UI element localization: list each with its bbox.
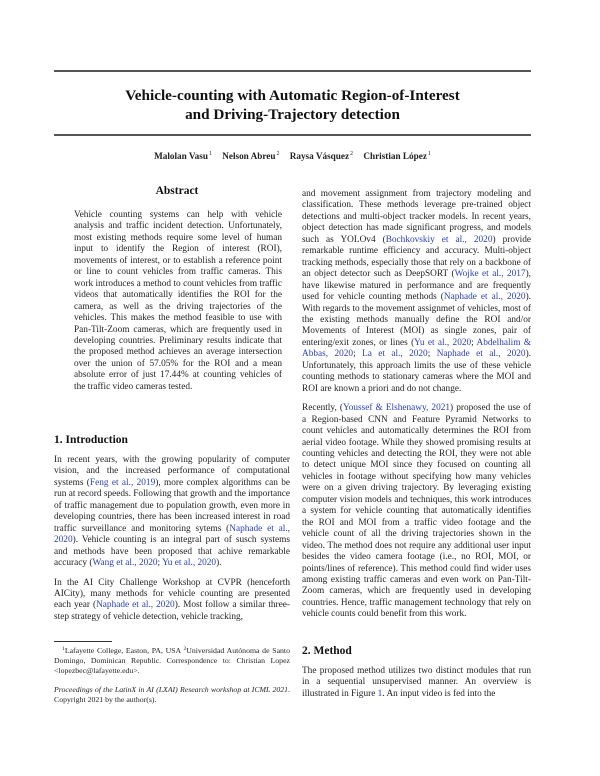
text: . An input video is fed into the bbox=[382, 688, 496, 699]
paragraph bbox=[302, 403, 531, 621]
citation-link[interactable]: Abdelhalim & Abbas, 2020 bbox=[302, 337, 531, 360]
right-column-body bbox=[302, 189, 531, 629]
author-name: Nelson Abreu bbox=[222, 151, 276, 161]
abstract-heading: Abstract bbox=[155, 185, 199, 197]
text: ). Most follow a similar three-step strategy of vehicle detection, vehicle tracking, bbox=[54, 600, 290, 622]
abstract-text: Vehicle counting systems can help with vehicle analysis and traffic incident detection. Unfortunately, most existing methods require some level of human input to identify the Region of interest (ROI), movements of interest, or to establish a reference point or line to count vehicles from traffic cameras. This work introduces a method to count vehicles from traffic videos that automatically identifies the ROI for the camera, as well as the driving trajectories of the vehicles. This makes the method feasible to use with Pan-Tilt-Zoom cameras, which are frequently used in developing countries. Preliminary results indicate that the proposed method achieves an average intersection over the union of 57.05% for the ROI and a mean absolute error of just 17.44% at counting vehicles of the traffic video cameras tested. bbox=[74, 210, 282, 392]
paragraph bbox=[54, 455, 290, 570]
citation-link[interactable]: Bochkovskiy et al., 2020 bbox=[385, 234, 493, 245]
text: Recently, ( bbox=[302, 403, 343, 414]
text: In recent years, with the growing popularity of computer vision, and the increased performance of computational systems ( bbox=[54, 455, 290, 488]
author-name: Raysa Vásquez bbox=[289, 151, 350, 161]
text: ) provide remarkable runtime efficiency and accuracy. Multi-object tracking methods, especially those that rely on a backbone of an object detector such as DeepSORT ( bbox=[302, 234, 531, 280]
text: ). Unfortunately, this approach limits the use of these vehicle counting methods to stationary cameras where the MOI and ROI are known a priori and do not change. bbox=[302, 349, 531, 394]
title-bottom-rule bbox=[54, 134, 531, 136]
text: ). With regards to the movement assignmet of vehicles, most of the existing methods manually define the ROI and/or Movements of Interest (MOI) as single zones, pair of entering/exit zones, or lines ( bbox=[302, 292, 531, 348]
citation-link[interactable]: Yu et al., 2020 bbox=[414, 337, 472, 348]
citation-link[interactable]: Naphade et al., 2020 bbox=[96, 600, 175, 611]
figure-link[interactable]: 1 bbox=[377, 688, 383, 699]
paragraph bbox=[302, 189, 531, 395]
affiliation-mark: 2 bbox=[276, 151, 280, 157]
author bbox=[154, 151, 212, 161]
text: ; bbox=[157, 558, 163, 569]
citation-link[interactable]: Naphade et al., 2020 bbox=[54, 523, 290, 546]
author bbox=[222, 151, 279, 161]
text: ). Vehicle counting is an integral part of susch systems and methods have been proposed that achive remarkable accuracy ( bbox=[54, 535, 290, 569]
text: In the AI City Challenge Workshop at CVPR (henceforth AICity), many methods for vehicle counting are presented each year ( bbox=[54, 577, 290, 611]
title-line-1: Vehicle-counting with Automatic Region-of-Interest bbox=[125, 87, 460, 104]
text: ), more complex algorithms can be run at record speeds. Following that growth and the importance of traffic management due to population growth, even more in developing countries, there has been increased interest in road traffic surveillance and monitoring sytems ( bbox=[54, 477, 290, 534]
affiliation-footnote bbox=[54, 645, 290, 675]
text: The proposed method utilizes two distinct modules that run in a sequential unsupervised manner. An overview is illustrated in Figure bbox=[302, 666, 531, 699]
author bbox=[290, 151, 353, 161]
venue: Proceedings of the LatinX in AI (LXAI) Research workshop at ICML 2021 bbox=[54, 685, 289, 694]
author-list bbox=[54, 151, 531, 161]
text: Lafayette College, Easton, PA, USA bbox=[64, 646, 184, 655]
copyright: . Copyright 2021 by the author(s). bbox=[54, 685, 290, 704]
method-body bbox=[302, 666, 531, 708]
paper-title bbox=[54, 86, 531, 124]
text: ; bbox=[471, 337, 477, 348]
citation-link[interactable]: Yu et al., 2020 bbox=[162, 558, 217, 569]
author-name: Malolan Vasu bbox=[154, 151, 208, 161]
section-heading-introduction: 1. Introduction bbox=[54, 434, 128, 446]
text: Universidad Autónoma de Santo Domingo, Dominican Republic. Correspondence to: Christian Lopez <lopezbec@lafayette.edu>. bbox=[54, 646, 290, 675]
affiliation-mark: 2 bbox=[350, 151, 354, 157]
paragraph bbox=[302, 666, 531, 700]
text: ) proposed the use of a Region-based CNN and Feature Pyramid Networks to count vehicles and automatically determines the ROI from aerial video footage. While they showed promising results at counting vehicles and detecting the ROI, they were not able to detect unique MOI since they focused on counting all vehicles in footage without specifying how many vehicles were on a given driving trajectory. By leveraging existing computer vision models and techniques, this work introduces a system for vehicle counting that automatically identifies the ROI and MOI from a traffic video footage and the vehicle count of all the driving trajectories shown in the video. The method does not require any additional user input besides the video camera footage (i.e., no ROI, MOI, or points/lines of reference). This method could find wider uses among existing traffic cameras and even work on Pan-Tilt-Zoom cameras, which are frequently used in developing countries. Hence, traffic management technology that rely on vehicle counts could benefit from this work. bbox=[302, 403, 531, 620]
section-heading-method: 2. Method bbox=[302, 645, 352, 657]
footnote-mark: 2 bbox=[183, 646, 187, 652]
author bbox=[363, 151, 431, 161]
citation-link[interactable]: Naphade et al., 2020 bbox=[443, 292, 526, 303]
affiliation-mark: 1 bbox=[427, 151, 431, 157]
citation-link[interactable]: Feng et al., 2019 bbox=[89, 477, 156, 488]
citation-link[interactable]: Naphade et al., 2020 bbox=[436, 349, 526, 360]
title-line-2: and Driving-Trajectory detection bbox=[185, 106, 400, 123]
citation-link[interactable]: Wojke et al., 2017 bbox=[454, 269, 526, 280]
footnote-mark: 1 bbox=[62, 646, 65, 652]
affiliation-mark: 1 bbox=[208, 151, 212, 157]
text: ; bbox=[427, 349, 437, 360]
paragraph bbox=[54, 578, 290, 624]
text: ), have likewise matured in performance and are frequently used for vehicle counting methods ( bbox=[302, 269, 531, 303]
proceedings-note bbox=[54, 685, 290, 705]
citation-link[interactable]: Youssef & Elshenawy, 2021 bbox=[342, 403, 451, 414]
text: ; bbox=[353, 349, 363, 360]
text: and movement assignment from trajectory modeling and classification. These methods leverage pre-trained object detections and multi-object tracker models. In recent years, object detection has made significant progress, and models such as YOLOv4 ( bbox=[302, 189, 531, 245]
citation-link[interactable]: Wang et al., 2020 bbox=[92, 558, 158, 569]
text: ). bbox=[216, 558, 222, 569]
citation-link[interactable]: La et al., 2020 bbox=[362, 349, 428, 360]
title-top-rule bbox=[54, 70, 531, 72]
left-column-body bbox=[54, 455, 290, 631]
footnote-rule bbox=[54, 641, 112, 642]
author-name: Christian López bbox=[363, 151, 427, 161]
